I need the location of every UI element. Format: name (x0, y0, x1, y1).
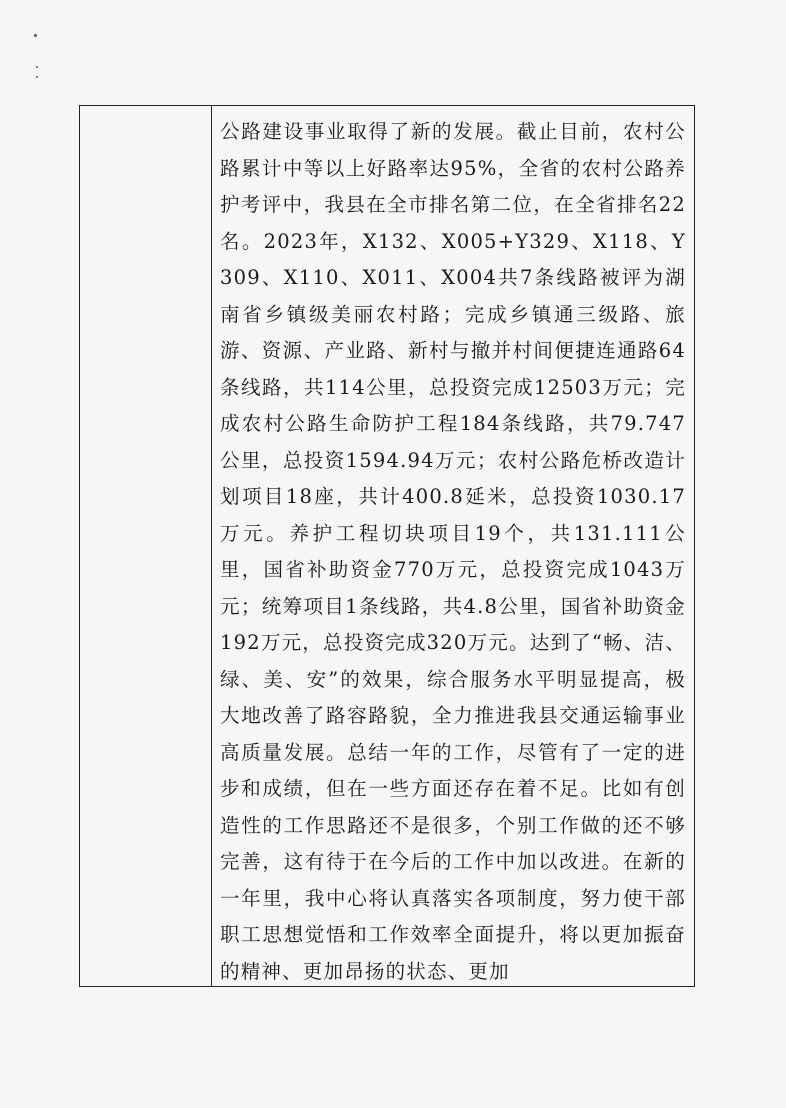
table-content-cell (212, 106, 694, 986)
document-table (79, 105, 695, 987)
table-label-cell (80, 106, 212, 986)
body-paragraph: 公路建设事业取得了新的发展。截止目前，农村公路累计中等以上好路率达95%，全省的农村公路养护考评中，我县在全市排名第二位，在全省排名22名。2023年，X132、X005+Y329、X118、Y309、X110、X011、X004共7条线路被评为湖南省乡镇级美丽农村路；完成乡镇通三级路、旅游、资源、产业路、新村与撤并村间便捷连通路64条线路，共114公里，总投资完成12503万元；完成农村公路生命防护工程184条线路，共79.747公里，总投资1594.94万元；农村公路危桥改造计划项目18座，共计400.8延米，总投资1030.17万元。养护工程切块项目19个，共131.111公里，国省补助资金770万元，总投资完成1043万元；统筹项目1条线路，共4.8公里，国省补助资金192万元，总投资完成320万元。达到了“畅、洁、绿、美、安”的效果，综合服务水平明显提高，极大地改善了路容路貌，全力推进我县交通运输事业高质量发展。总结一年的工作，尽管有了一定的进步和成绩，但在一些方面还存在着不足。比如有创造性的工作思路还不是很多，个别工作做的还不够完善，这有待于在今后的工作中加以改进。在新的一年里，我中心将认真落实各项制度，努力使干部职工思想觉悟和工作效率全面提升，将以更加振奋的精神、更加昂扬的状态、更加 (220, 120, 686, 983)
scan-mark (36, 66, 38, 68)
scan-mark (36, 76, 38, 78)
scan-mark (34, 34, 37, 37)
